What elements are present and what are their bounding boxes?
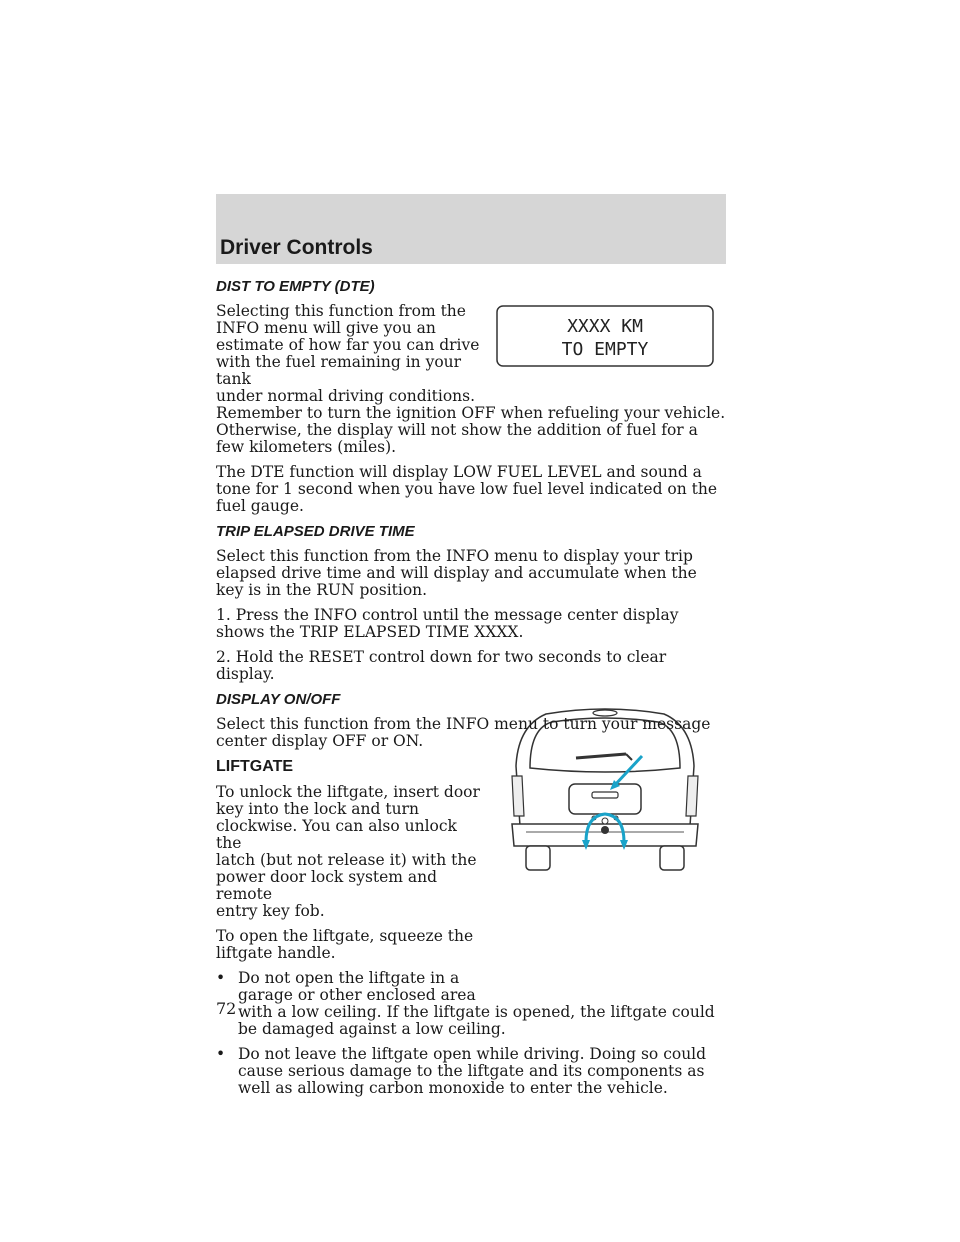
page-title: Driver Controls [220, 236, 373, 259]
liftgate-warning-1 [216, 970, 726, 1038]
liftgate-unlock-line: clockwise. You can also unlock the [216, 817, 457, 852]
liftgate-heading: LIFTGATE [216, 758, 294, 775]
liftgate-open-line: liftgate handle. [216, 944, 336, 962]
dte-refuel-note: Remember to turn the ignition OFF when refueling your vehicle. Otherwise, the display will not show the addition of fuel for a few kilometers (miles). [216, 404, 726, 456]
bullet-line: garage or other enclosed area [238, 986, 476, 1004]
dte-display-line1: XXXX KM [567, 316, 643, 337]
dte-low-fuel: The DTE function will display LOW FUEL LEVEL and sound a tone for 1 second when you have low fuel level indicated on the fuel gauge. [216, 463, 718, 515]
dte-intro-line: under normal driving conditions. [216, 387, 476, 405]
trip-intro: Select this function from the INFO menu to display your trip elapsed drive time and will display and accumulate when the key is in the RUN position. [216, 547, 697, 599]
liftgate-open-line: To open the liftgate, squeeze the [216, 927, 474, 945]
page-number: 72 [216, 999, 237, 1018]
liftgate-unlock-line: power door lock system and remote [216, 868, 438, 903]
trip-heading: TRIP ELAPSED DRIVE TIME [216, 523, 415, 540]
display-onoff-body: Select this function from the INFO menu to turn your message center display OFF or ON. [216, 715, 711, 750]
bullet-line: Do not open the liftgate in a [238, 969, 460, 987]
liftgate-unlock-line: key into the lock and turn [216, 800, 419, 818]
trip-step-1: 1. Press the INFO control until the message center display shows the TRIP ELAPSED TIME XXXX. [216, 606, 679, 641]
bullet-icon: • [216, 969, 226, 987]
bullet-icon: • [216, 1045, 226, 1063]
liftgate-open [216, 928, 486, 962]
dte-display-line2: TO EMPTY [561, 339, 649, 360]
bullet-line: with a low ceiling. If the liftgate is opened, the liftgate could be damaged against a low ceiling. [238, 1003, 715, 1038]
liftgate-unlock-line: To unlock the liftgate, insert door [216, 783, 480, 801]
liftgate-warning-2 [216, 1046, 726, 1097]
dte-intro [216, 303, 486, 405]
dte-intro-line: estimate of how far you can drive [216, 336, 480, 354]
dte-heading: DIST TO EMPTY (DTE) [216, 278, 375, 295]
bullet-text: Do not leave the liftgate open while driving. Doing so could cause serious damage to the liftgate and its components as well as allowing carbon monoxide to enter the vehicle. [238, 1045, 707, 1097]
dte-intro-line: with the fuel remaining in your tank [216, 353, 462, 388]
trip-step-2: 2. Hold the RESET control down for two seconds to clear display. [216, 648, 667, 683]
display-onoff-heading: DISPLAY ON/OFF [216, 691, 341, 708]
liftgate-unlock-line: latch (but not release it) with the [216, 851, 477, 869]
dte-intro-line: Selecting this function from the [216, 302, 466, 320]
page-content [216, 278, 726, 1105]
dte-intro-line: INFO menu will give you an [216, 319, 436, 337]
liftgate-unlock [216, 784, 486, 920]
liftgate-unlock-line: entry key fob. [216, 902, 325, 920]
